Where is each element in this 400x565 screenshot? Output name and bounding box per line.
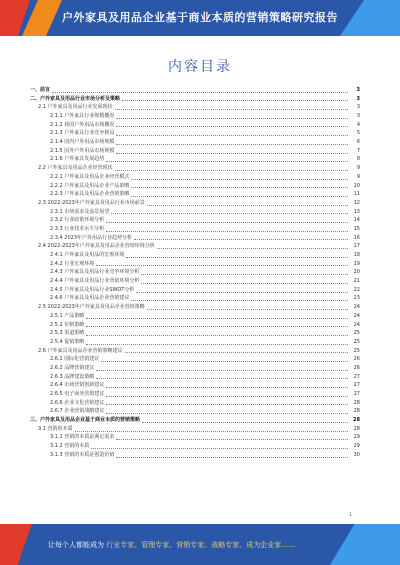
toc-entry[interactable] bbox=[30, 242, 360, 251]
toc-leader-dots bbox=[131, 186, 348, 188]
toc-leader-dots bbox=[131, 299, 348, 301]
toc-leader-dots bbox=[115, 108, 348, 110]
footer-blue-stripe bbox=[330, 524, 400, 565]
toc-leader-dots bbox=[106, 221, 348, 223]
toc-entry[interactable] bbox=[30, 373, 360, 382]
toc-entry-page: 25 bbox=[353, 338, 360, 345]
toc-entry[interactable] bbox=[30, 381, 360, 390]
toc-leader-dots bbox=[75, 430, 348, 432]
toc-leader-dots bbox=[116, 125, 348, 127]
toc-entry[interactable] bbox=[30, 86, 360, 95]
toc-entry[interactable] bbox=[30, 416, 360, 425]
toc-entry[interactable] bbox=[30, 173, 360, 182]
toc-leader-dots bbox=[116, 134, 348, 136]
toc-entry-page: 23 bbox=[353, 295, 360, 302]
toc-entry-page: 16 bbox=[353, 234, 360, 241]
toc-entry[interactable] bbox=[30, 390, 360, 399]
toc-entry[interactable] bbox=[30, 112, 360, 121]
toc-entry-text: 一、前言 bbox=[30, 86, 51, 93]
toc-entry-page: 4 bbox=[356, 121, 360, 128]
toc-entry-page: 26 bbox=[353, 356, 360, 363]
toc-entry[interactable] bbox=[30, 95, 360, 104]
footer-red-stripe bbox=[0, 524, 32, 565]
toc-entry-text: 2.3 2022-2023年户外家具及用品行业市场前景 bbox=[38, 199, 145, 206]
toc-entry-page: 29 bbox=[353, 443, 360, 450]
toc-entry[interactable] bbox=[30, 216, 360, 225]
toc-leader-dots bbox=[111, 212, 348, 214]
toc-leader-dots bbox=[106, 403, 348, 405]
toc-entry[interactable] bbox=[30, 138, 360, 147]
toc-leader-dots bbox=[86, 317, 348, 319]
toc-entry[interactable] bbox=[30, 268, 360, 277]
toc-entry[interactable] bbox=[30, 295, 360, 304]
toc-entry-text: 2.2 户外家具及用品企业经营现状 bbox=[38, 165, 113, 172]
toc-entry[interactable] bbox=[30, 364, 360, 373]
toc-entry[interactable] bbox=[30, 425, 360, 434]
toc-entry-page: 25 bbox=[353, 330, 360, 337]
footer-slogan bbox=[48, 540, 295, 550]
toc-entry-text: 2.6 户外家具及用品企业营销策略建议 bbox=[38, 347, 123, 354]
toc-entry[interactable] bbox=[30, 442, 360, 451]
toc-entry-page: 28 bbox=[353, 417, 360, 424]
toc-entry[interactable] bbox=[30, 355, 360, 364]
toc-entry-text: 2.4.6 户外家具及用品企业营销建议 bbox=[50, 295, 130, 302]
toc-leader-dots bbox=[141, 273, 348, 275]
footer-roles: 行业专家、管理专家、营销专家、战略专家、成为企业家…… bbox=[106, 541, 296, 549]
toc-entry[interactable] bbox=[30, 260, 360, 269]
toc-entry-page: 27 bbox=[353, 373, 360, 380]
toc-entry-text: 2.5.1 产品策略 bbox=[50, 312, 85, 319]
toc-entry-text: 2.3.3 行业技术水平分析 bbox=[50, 225, 105, 232]
report-title: 户外家具及用品企业基于商业本质的营销策略研究报告 bbox=[62, 11, 338, 24]
toc-leader-dots bbox=[106, 386, 348, 388]
toc-entry[interactable] bbox=[30, 147, 360, 156]
toc-entry-text: 2.6.6 企业文化营销建议 bbox=[50, 399, 105, 406]
toc-entry[interactable] bbox=[30, 347, 360, 356]
toc-entry-page: 3 bbox=[356, 113, 360, 120]
toc-entry-page: 18 bbox=[353, 252, 360, 259]
toc-leader-dots bbox=[101, 360, 348, 362]
toc-entry-page: 3 bbox=[356, 95, 360, 102]
toc-entry[interactable] bbox=[30, 451, 360, 460]
toc-entry-text: 2.4.3 户外家具及用品行业竞争环境分析 bbox=[50, 269, 140, 276]
toc-entry-text: 2.1.3 户外家具行业竞争格局 bbox=[50, 130, 115, 137]
toc-leader-dots bbox=[142, 421, 348, 423]
toc-leader-dots bbox=[131, 178, 348, 180]
toc-entry[interactable] bbox=[30, 199, 360, 208]
toc-entry-page: 17 bbox=[353, 243, 360, 250]
toc-entry-page: 27 bbox=[353, 391, 360, 398]
toc-entry-text: 2.5.4 促销策略 bbox=[50, 338, 85, 345]
footer-lead: 让每个人都能成为 bbox=[48, 541, 104, 549]
toc-entry[interactable] bbox=[30, 399, 360, 408]
toc-entry-page: 13 bbox=[353, 208, 360, 215]
toc-entry[interactable] bbox=[30, 277, 360, 286]
toc-entry[interactable] bbox=[30, 156, 360, 165]
toc-entry-page: 25 bbox=[353, 347, 360, 354]
toc-leader-dots bbox=[125, 351, 348, 353]
toc-entry-text: 2.3.2 行业政策环境分析 bbox=[50, 217, 105, 224]
toc-leader-dots bbox=[106, 412, 348, 414]
toc-entry-text: 2.6.2 品牌营销建议 bbox=[50, 364, 95, 371]
toc-entry-text: 三、户外家具及用品企业基于商业本质的营销策略 bbox=[30, 417, 141, 424]
toc-entry-page: 28 bbox=[353, 425, 360, 432]
toc-leader-dots bbox=[96, 377, 348, 379]
toc-entry-text: 3.1.1 营销的本质是满足需求 bbox=[50, 434, 115, 441]
toc-heading: 内容目录 bbox=[168, 59, 232, 75]
toc-entry-page: 24 bbox=[353, 312, 360, 319]
toc-entry-page: 24 bbox=[353, 304, 360, 311]
toc-entry-text: 2.1.1 户外家具行业规模概况 bbox=[50, 113, 115, 120]
toc-entry-text: 二、户外家具及用品行业市场分析及策略 bbox=[30, 95, 121, 102]
toc-leader-dots bbox=[106, 395, 348, 397]
toc-entry-page: 29 bbox=[353, 434, 360, 441]
toc-entry-page: 7 bbox=[356, 147, 360, 154]
toc-entry-text: 2.5 2022-2023年户外家具及用品企业营销策略 bbox=[38, 304, 145, 311]
footer-banner bbox=[0, 524, 400, 565]
toc-leader-dots bbox=[122, 99, 348, 101]
toc-leader-dots bbox=[106, 230, 348, 232]
toc-entry-page: 3 bbox=[356, 86, 360, 93]
toc-entry[interactable] bbox=[30, 434, 360, 443]
page-number: 1 bbox=[348, 512, 352, 518]
toc-entry-page: 24 bbox=[353, 321, 360, 328]
toc-leader-dots bbox=[157, 247, 348, 249]
toc-entry[interactable] bbox=[30, 286, 360, 295]
toc-leader-dots bbox=[86, 334, 348, 336]
toc-leader-dots bbox=[116, 456, 348, 458]
toc-leader-dots bbox=[86, 343, 348, 345]
toc-entry-page: 21 bbox=[353, 278, 360, 285]
toc-leader-dots bbox=[115, 169, 348, 171]
toc-entry[interactable] bbox=[30, 190, 360, 199]
toc-leader-dots bbox=[52, 91, 348, 93]
toc-entry-text: 2.5.2 价格策略 bbox=[50, 321, 85, 328]
toc-entry[interactable] bbox=[30, 182, 360, 191]
toc-leader-dots bbox=[106, 160, 348, 162]
toc-entry-text: 2.6.5 电子商务营销建议 bbox=[50, 391, 105, 398]
toc-entry-text: 2.1.6 户外家具发展趋势 bbox=[50, 156, 105, 163]
toc-entry-text: 3.1 营销的本质 bbox=[38, 425, 73, 432]
toc-entry-text: 2.4.2 行业宏观环境 bbox=[50, 260, 95, 267]
toc-entry[interactable] bbox=[30, 329, 360, 338]
toc-leader-dots bbox=[116, 117, 348, 119]
toc-entry-text: 2.2.3 户外家具及用品企业营销策略 bbox=[50, 191, 130, 198]
toc-entry-page: 14 bbox=[353, 217, 360, 224]
toc-entry-text: 2.3.1 市场需求及前景展望 bbox=[50, 208, 110, 215]
toc-leader-dots bbox=[131, 195, 348, 197]
toc-entry-page: 26 bbox=[353, 364, 360, 371]
toc-leader-dots bbox=[116, 143, 348, 145]
toc-entry-text: 2.6.4 市场营销创新建议 bbox=[50, 382, 105, 389]
toc-leader-dots bbox=[136, 291, 348, 293]
toc-leader-dots bbox=[147, 204, 348, 206]
toc-entry-text: 2.1.5 国外户外用品市场规模 bbox=[50, 147, 115, 154]
table-of-contents bbox=[30, 86, 360, 460]
toc-entry-text: 2.6.3 品牌建设策略 bbox=[50, 373, 95, 380]
toc-entry[interactable] bbox=[30, 208, 360, 217]
toc-entry-text: 3.1.2 营销的本质 bbox=[50, 443, 90, 450]
toc-entry-page: 10 bbox=[353, 182, 360, 189]
toc-entry-text: 2.6.1 国际化营销建议 bbox=[50, 356, 100, 363]
toc-entry[interactable] bbox=[30, 321, 360, 330]
toc-leader-dots bbox=[116, 438, 348, 440]
toc-leader-dots bbox=[116, 152, 348, 154]
toc-entry-page: 30 bbox=[353, 451, 360, 458]
toc-entry-page: 20 bbox=[353, 269, 360, 276]
toc-entry-page: 11 bbox=[353, 191, 360, 198]
toc-entry[interactable] bbox=[30, 225, 360, 234]
toc-entry-text: 2.6.7 企业营销战略建议 bbox=[50, 408, 105, 415]
toc-entry-page: 6 bbox=[356, 139, 360, 146]
toc-leader-dots bbox=[141, 282, 348, 284]
toc-leader-dots bbox=[126, 256, 348, 258]
toc-leader-dots bbox=[96, 369, 348, 371]
toc-entry-text: 2.5.3 渠道策略 bbox=[50, 330, 85, 337]
toc-entry[interactable] bbox=[30, 129, 360, 138]
toc-entry-page: 5 bbox=[356, 130, 360, 137]
toc-entry[interactable] bbox=[30, 303, 360, 312]
toc-entry[interactable] bbox=[30, 234, 360, 243]
toc-entry[interactable] bbox=[30, 103, 360, 112]
toc-entry-text: 2.4 2022-2023年户外家具及用品企业营销环境分析 bbox=[38, 243, 155, 250]
toc-entry-page: 28 bbox=[353, 408, 360, 415]
toc-entry-page: 3 bbox=[356, 104, 360, 111]
toc-entry-text: 2.1.2 我国户外用品市场概况 bbox=[50, 121, 115, 128]
toc-entry-page: 28 bbox=[353, 399, 360, 406]
toc-entry-text: 2.4.5 户外家具及用品行业SWOT分析 bbox=[50, 286, 135, 293]
toc-entry[interactable] bbox=[30, 312, 360, 321]
toc-leader-dots bbox=[86, 325, 348, 327]
toc-leader-dots bbox=[134, 238, 348, 240]
toc-entry-page: 22 bbox=[353, 286, 360, 293]
toc-entry[interactable] bbox=[30, 121, 360, 130]
toc-entry[interactable] bbox=[30, 251, 360, 260]
toc-leader-dots bbox=[147, 308, 348, 310]
toc-entry-text: 2.1.4 国内户外用品市场规模 bbox=[50, 139, 115, 146]
toc-entry-text: 2.2.1 户外家具及用品企业经营模式 bbox=[50, 173, 130, 180]
toc-entry-page: 12 bbox=[353, 199, 360, 206]
toc-entry-text: 2.2.2 户外家具及用品企业产品策略 bbox=[50, 182, 130, 189]
toc-entry[interactable] bbox=[30, 164, 360, 173]
toc-entry-page: 9 bbox=[356, 173, 360, 180]
toc-entry-page: 27 bbox=[353, 382, 360, 389]
toc-entry-page: 15 bbox=[353, 225, 360, 232]
toc-entry-page: 9 bbox=[356, 165, 360, 172]
toc-entry-text: 2.4.1 户外家具及用品的宏观环境 bbox=[50, 252, 125, 259]
toc-entry[interactable] bbox=[30, 338, 360, 347]
toc-entry-text: 2.1 户外家具及用品行业发展现状 bbox=[38, 104, 113, 111]
toc-entry[interactable] bbox=[30, 407, 360, 416]
toc-entry-page: 8 bbox=[356, 156, 360, 163]
toc-entry-text: 2.4.4 户外家具及用品行业营销环境分析 bbox=[50, 278, 140, 285]
toc-entry-text: 3.1.3 营销的本质是创造价值 bbox=[50, 451, 115, 458]
toc-leader-dots bbox=[96, 264, 348, 266]
toc-entry-page: 19 bbox=[353, 260, 360, 267]
toc-entry-text: 2.3.4 2023年户外用品行业趋势分析 bbox=[50, 234, 133, 241]
header-banner bbox=[0, 0, 400, 36]
toc-leader-dots bbox=[91, 447, 348, 449]
